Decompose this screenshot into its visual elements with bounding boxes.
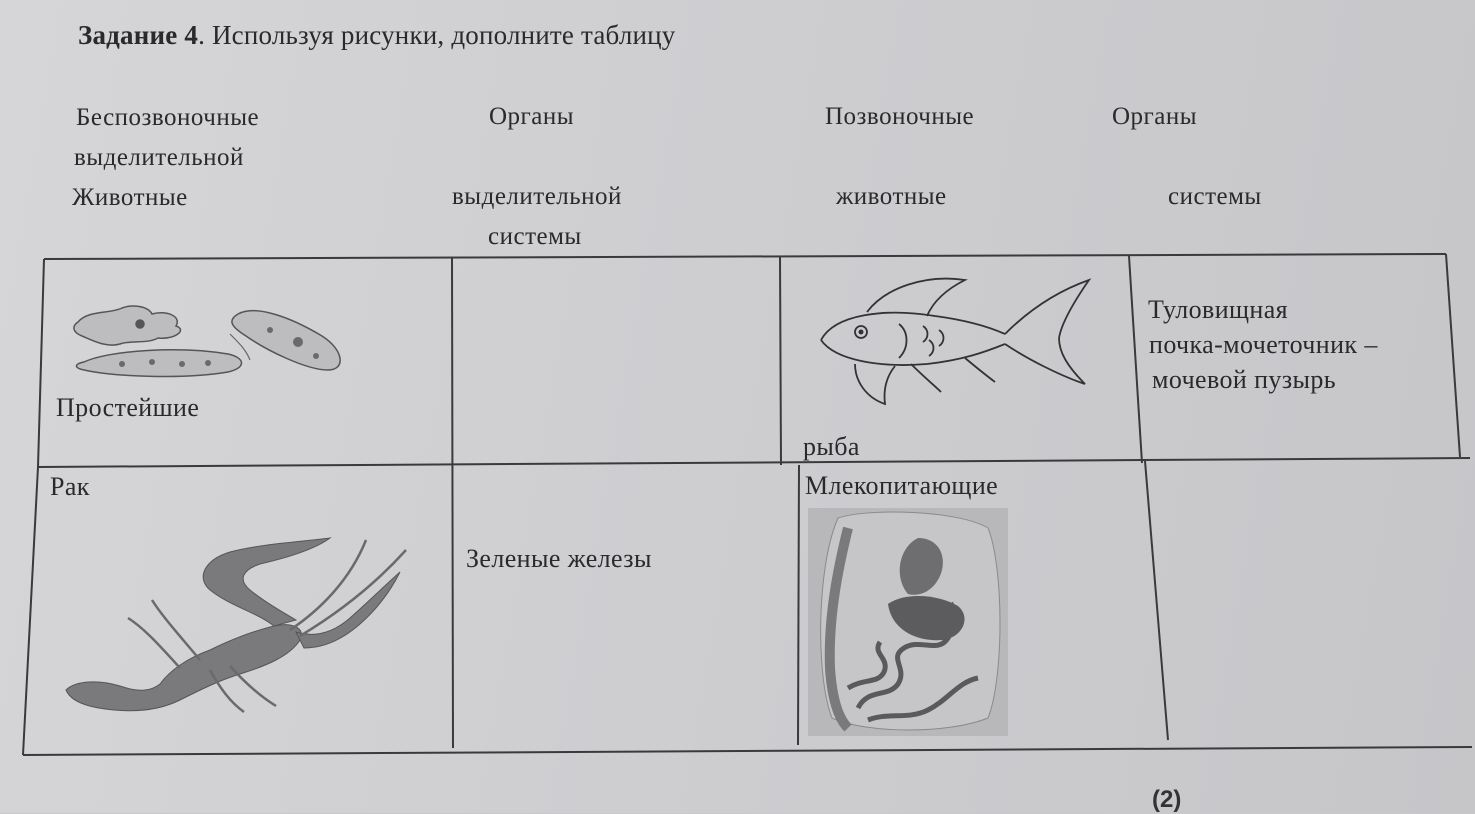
cell-fish-organs-line2: почка-мочеточник – xyxy=(1149,330,1378,359)
cell-fish-organs-line3: мочевой пузырь xyxy=(1152,365,1337,394)
protozoa-drawing xyxy=(70,300,355,385)
header-vert-organs-line1: Органы xyxy=(1112,103,1198,130)
cell-fish: рыба xyxy=(803,432,860,461)
header-invertebrates-line2: выделительной xyxy=(74,144,244,171)
header-organs-line2: выделительной xyxy=(452,183,622,210)
mammal-anatomy-drawing xyxy=(808,508,1008,736)
crayfish-drawing xyxy=(60,520,415,720)
cell-fish-organs-line1: Туловищная xyxy=(1148,295,1289,324)
header-invertebrates-line3: Животные xyxy=(72,184,188,211)
cell-green-glands: Зеленые железы xyxy=(466,544,652,573)
task-number: Задание 4 xyxy=(78,20,199,50)
header-vertebrates-line2: животные xyxy=(836,183,947,210)
task-instruction: . Используя рисунки, дополните таблицу xyxy=(198,20,676,50)
fish-drawing xyxy=(815,272,1100,412)
header-vert-organs-line2: системы xyxy=(1168,183,1262,210)
header-vertebrates-line1: Позвоночные xyxy=(825,103,975,130)
header-invertebrates-line1: Беспозвоночные xyxy=(76,104,260,131)
header-organs-line3: системы xyxy=(488,223,582,250)
cell-mammals: Млекопитающие xyxy=(805,471,999,500)
cell-crayfish: Рак xyxy=(50,472,90,501)
score-label: (2) xyxy=(1152,786,1182,813)
header-organs-line1: Органы xyxy=(489,103,575,130)
cell-protozoa: Простейшие xyxy=(56,393,200,422)
